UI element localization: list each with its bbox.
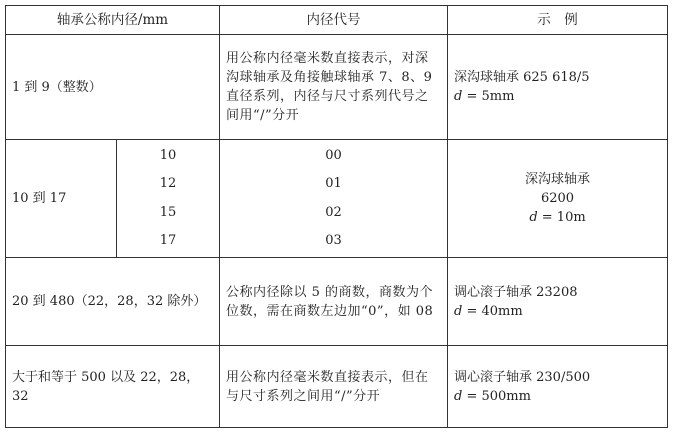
table-row — [6, 140, 668, 258]
example-name: 调心滚子轴承 230/500 — [454, 369, 591, 385]
example-cell — [448, 346, 668, 428]
diameter-value: 17 — [159, 233, 177, 249]
diameter-value: 10 — [159, 147, 177, 163]
header-example: 示 例 — [448, 6, 668, 35]
table-header-row — [6, 6, 668, 35]
range-cell: 大于和等于 500 以及 22，28，32 — [6, 346, 220, 428]
code-rule-cell: 用公称内径毫米数直接表示，但在与尺寸系列之间用“/”分开 — [220, 346, 448, 428]
code-list-cell — [220, 140, 448, 258]
example-name: 深沟球轴承 — [524, 172, 590, 187]
example-model: 6200 — [540, 191, 575, 206]
range-cell: 10 到 17 — [6, 140, 117, 258]
example-cell — [448, 258, 668, 346]
header-bore-diameter: 轴承公称内径/mm — [6, 6, 220, 35]
code-value: 00 — [325, 147, 342, 163]
example-diameter: d = 500mm — [454, 388, 531, 404]
example-name: 深沟球轴承 625 618/5 — [454, 70, 590, 85]
diameter-value: 15 — [159, 204, 177, 220]
range-cell: 20 到 480（22，28，32 除外） — [6, 258, 220, 346]
example-diameter: d = 10m — [529, 210, 586, 225]
header-bore-code: 内径代号 — [220, 6, 448, 35]
diameter-list-cell — [117, 140, 220, 258]
diameter-value: 12 — [159, 176, 177, 192]
example-name: 调心滚子轴承 23208 — [454, 284, 578, 300]
table-row — [6, 346, 668, 428]
code-value: 01 — [325, 176, 342, 192]
example-diameter: d = 40mm — [454, 303, 523, 319]
example-cell — [448, 35, 668, 140]
code-value: 02 — [325, 204, 342, 220]
code-value: 03 — [325, 233, 342, 249]
table-row — [6, 35, 668, 140]
bearing-bore-code-table — [5, 5, 668, 428]
example-diameter: d = 5mm — [454, 89, 515, 104]
code-rule-cell: 用公称内径毫米数直接表示，对深沟球轴承及角接触球轴承 7、8、9 直径系列，内径与尺寸系列代号之间用“/”分开 — [220, 35, 448, 140]
example-cell — [448, 140, 668, 258]
table-row — [6, 258, 668, 346]
range-cell: 1 到 9（整数） — [6, 35, 220, 140]
code-rule-cell: 公称内径除以 5 的商数，商数为个位数，需在商数左边加“0”，如 08 — [220, 258, 448, 346]
